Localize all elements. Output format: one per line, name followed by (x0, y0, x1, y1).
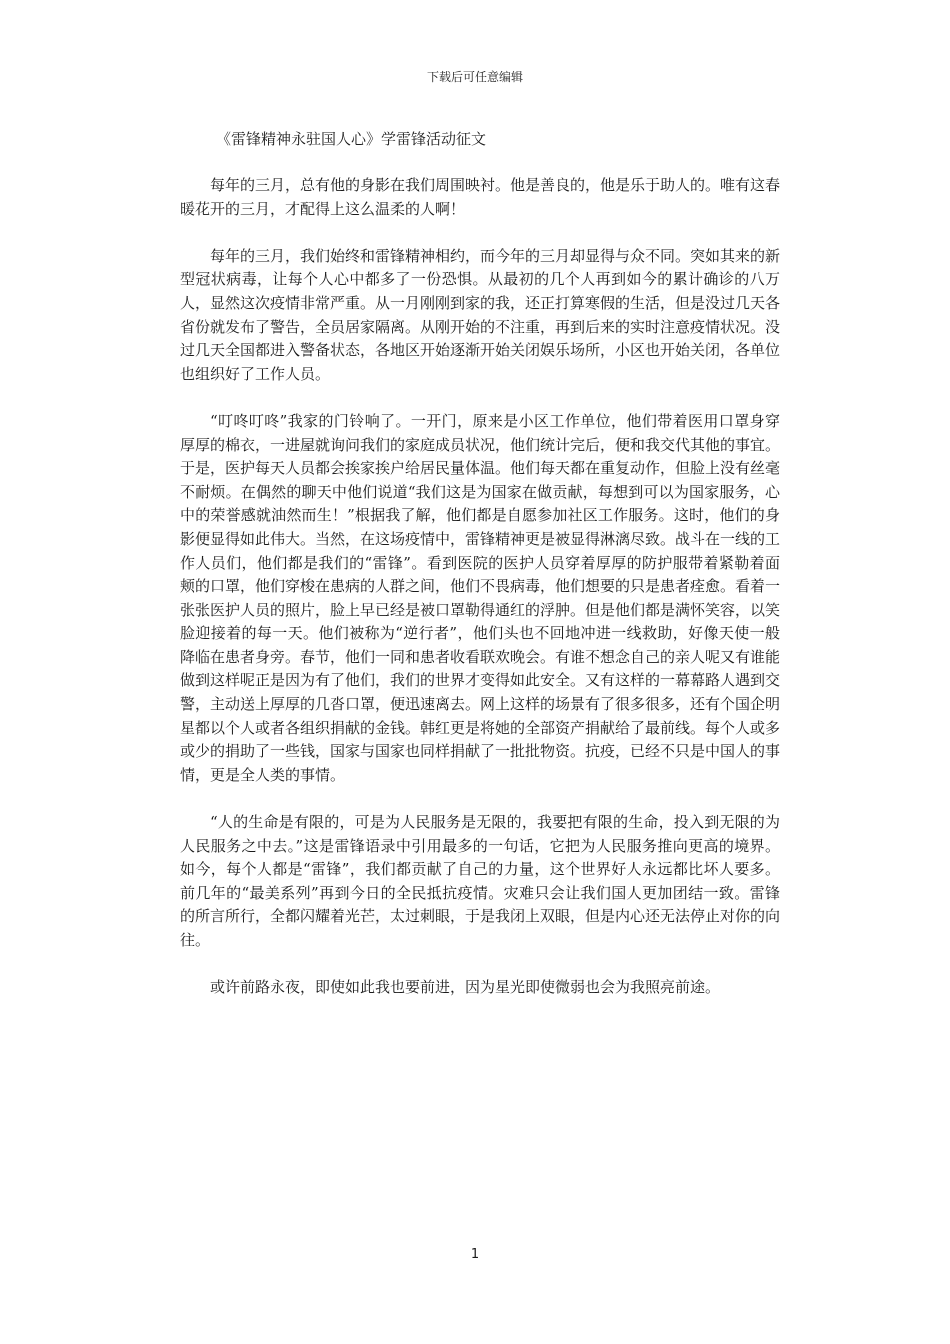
header-note: 下载后可任意编辑 (426, 70, 523, 84)
paragraph-5: 或许前路永夜，即使如此我也要前进，因为星光即使微弱也会为我照亮前途。 (210, 978, 721, 997)
document-title: 《雷锋精神永驻国人心》学雷锋活动征文 (216, 130, 487, 148)
paragraph-4: “人的生命是有限的，可是为人民服务是无限的，我要把有限的生命，投入到无限的为人民服务之中去。”这是雷锋语录中引用最多的一句话，它把为人民服务推向更高的境界。如今，每个人都是“雷锋”，我们都贡献了自己的力量，这个世界好人永远都比坏人要多。前几年的“最美系列”再到今日的全民抵抗疫情。灾难只会让我们国人更加团结一致。雷锋的所言所行，全都闪耀着光芒，太过刺眼，于是我闭上双眼，但是内心还无法停止对你的向往。 (180, 813, 781, 949)
paragraph-1: 每年的三月，总有他的身影在我们周围映衬。他是善良的，他是乐于助人的。唯有这春暖花开的三月，才配得上这么温柔的人啊！ (180, 176, 781, 218)
paragraph-3: “叮咚叮咚”我家的门铃响了。一开门，原来是小区工作单位，他们带着医用口罩身穿厚厚的棉衣，一进屋就询问我们的家庭成员状况，他们统计完后，便和我交代其他的事宜。于是，医护每天人员都会挨家挨户给居民量体温。他们每天都在重复动作，但脸上没有丝毫不耐烦。在偶然的聊天中他们说道“我们这是为国家在做贡献，每想到可以为国家服务，心中的荣誉感就油然而生！”根据我了解，他们都是自愿参加社区工作服务。这时，他们的身影便显得如此伟大。当然，在这场疫情中，雷锋精神更是被显得淋漓尽致。战斗在一线的工作人员们，他们都是我们的“雷锋”。看到医院的医护人员穿着厚厚的防护服带着紧勒着面颊的口罩，他们穿梭在患病的人群之间，他们不畏病毒，他们想要的只是患者痊愈。看着一张张医护人员的照片，脸上早已经是被口罩勒得通红的浮肿。但是他们都是满怀笑容，以笑脸迎接着的每一天。他们被称为“逆行者”，他们头也不回地冲进一线救助，好像天使一般降临在患者身旁。春节，他们一同和患者收看联欢晚会。有谁不想念自己的亲人呢又有谁能做到这样呢正是因为有了他们，我们的世界才变得如此安全。又有这样的一幕幕路人遇到交警，主动送上厚厚的几沓口罩，便迅速离去。网上这样的场景有了很多很多，还有个国企明星都以个人或者各组织捐献的金钱。韩红更是将她的全部资产捐献给了最前线。每个人或多或少的捐助了一些钱，国家与国家也同样捐献了一批批物资。抗疫，已经不只是中国人的事情，更是全人类的事情。 (180, 411, 781, 784)
page-number: 1 (470, 1247, 480, 1262)
document-body (180, 174, 780, 1023)
paragraph-2: 每年的三月，我们始终和雷锋精神相约，而今年的三月却显得与众不同。突如其来的新型冠状病毒，让每个人心中都多了一份恐惧。从最初的几个人再到如今的累计确诊的八万人，显然这次疫情非常严重。从一月刚刚到家的我，还正打算寒假的生活，但是没过几天各省份就发布了警告，全员居家隔离。从刚开始的不注重，再到后来的实时注意疫情状况。没过几天全国都进入警备状态，各地区开始逐渐开始关闭娱乐场所，小区也开始关闭，各单位也组织好了工作人员。 (180, 246, 781, 383)
